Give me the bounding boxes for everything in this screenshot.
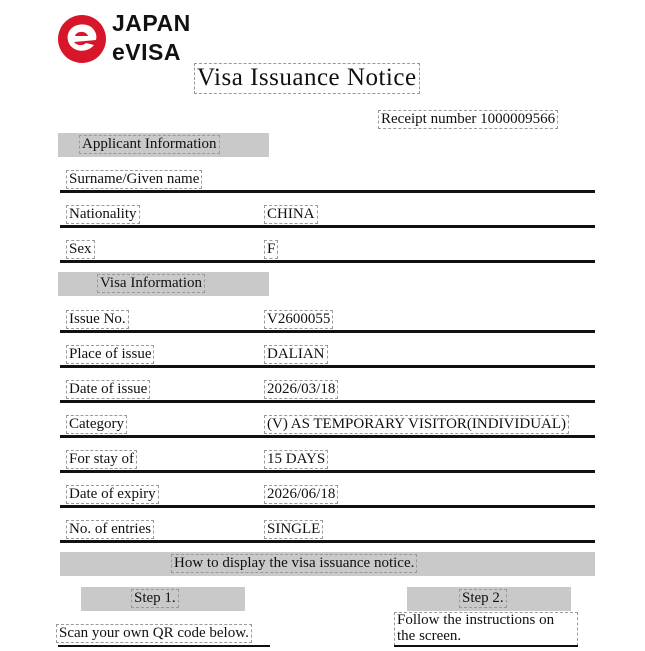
nationality-label: Nationality: [66, 205, 140, 224]
row-divider: [60, 260, 595, 263]
issue-no-value: V2600055: [264, 310, 333, 329]
row-divider: [60, 400, 595, 403]
date-of-issue-value: 2026/03/18: [264, 380, 338, 399]
japan-evisa-logo-icon: [56, 13, 108, 65]
category-value: (V) AS TEMPORARY VISITOR(INDIVIDUAL): [264, 415, 569, 434]
page-title: Visa Issuance Notice: [194, 63, 420, 94]
logo-text-japan: JAPAN: [112, 10, 191, 36]
visa-section-heading: Visa Information: [97, 274, 205, 293]
logo-text-evisa: eVISA: [112, 39, 181, 65]
row-divider: [60, 225, 595, 228]
sex-label: Sex: [66, 240, 95, 259]
stay-label: For stay of: [66, 450, 137, 469]
row-divider: [60, 365, 595, 368]
date-of-expiry-value: 2026/06/18: [264, 485, 338, 504]
place-of-issue-label: Place of issue: [66, 345, 154, 364]
row-divider: [60, 435, 595, 438]
row-divider: [60, 190, 595, 193]
sex-value: F: [264, 240, 278, 259]
row-divider: [60, 540, 595, 543]
category-label: Category: [66, 415, 127, 434]
row-divider: [60, 505, 595, 508]
step1-rule: [58, 645, 270, 647]
receipt-number: Receipt number 1000009566: [378, 110, 558, 129]
applicant-section-heading: Applicant Information: [79, 135, 220, 154]
entries-value: SINGLE: [264, 520, 323, 539]
step1-instruction: Scan your own QR code below.: [56, 624, 252, 643]
stay-value: 15 DAYS: [264, 450, 328, 469]
step2-instruction: Follow the instructions on the screen.: [394, 612, 578, 646]
step2-rule: [394, 645, 578, 647]
row-divider: [60, 470, 595, 473]
howto-heading: How to display the visa issuance notice.: [171, 554, 417, 573]
step1-label: Step 1.: [131, 589, 179, 608]
issue-no-label: Issue No.: [66, 310, 129, 329]
row-divider: [60, 330, 595, 333]
date-of-expiry-label: Date of expiry: [66, 485, 159, 504]
surname-label: Surname/Given name: [66, 170, 202, 189]
place-of-issue-value: DALIAN: [264, 345, 328, 364]
step2-label: Step 2.: [459, 589, 507, 608]
entries-label: No. of entries: [66, 520, 154, 539]
date-of-issue-label: Date of issue: [66, 380, 150, 399]
nationality-value: CHINA: [264, 205, 318, 224]
